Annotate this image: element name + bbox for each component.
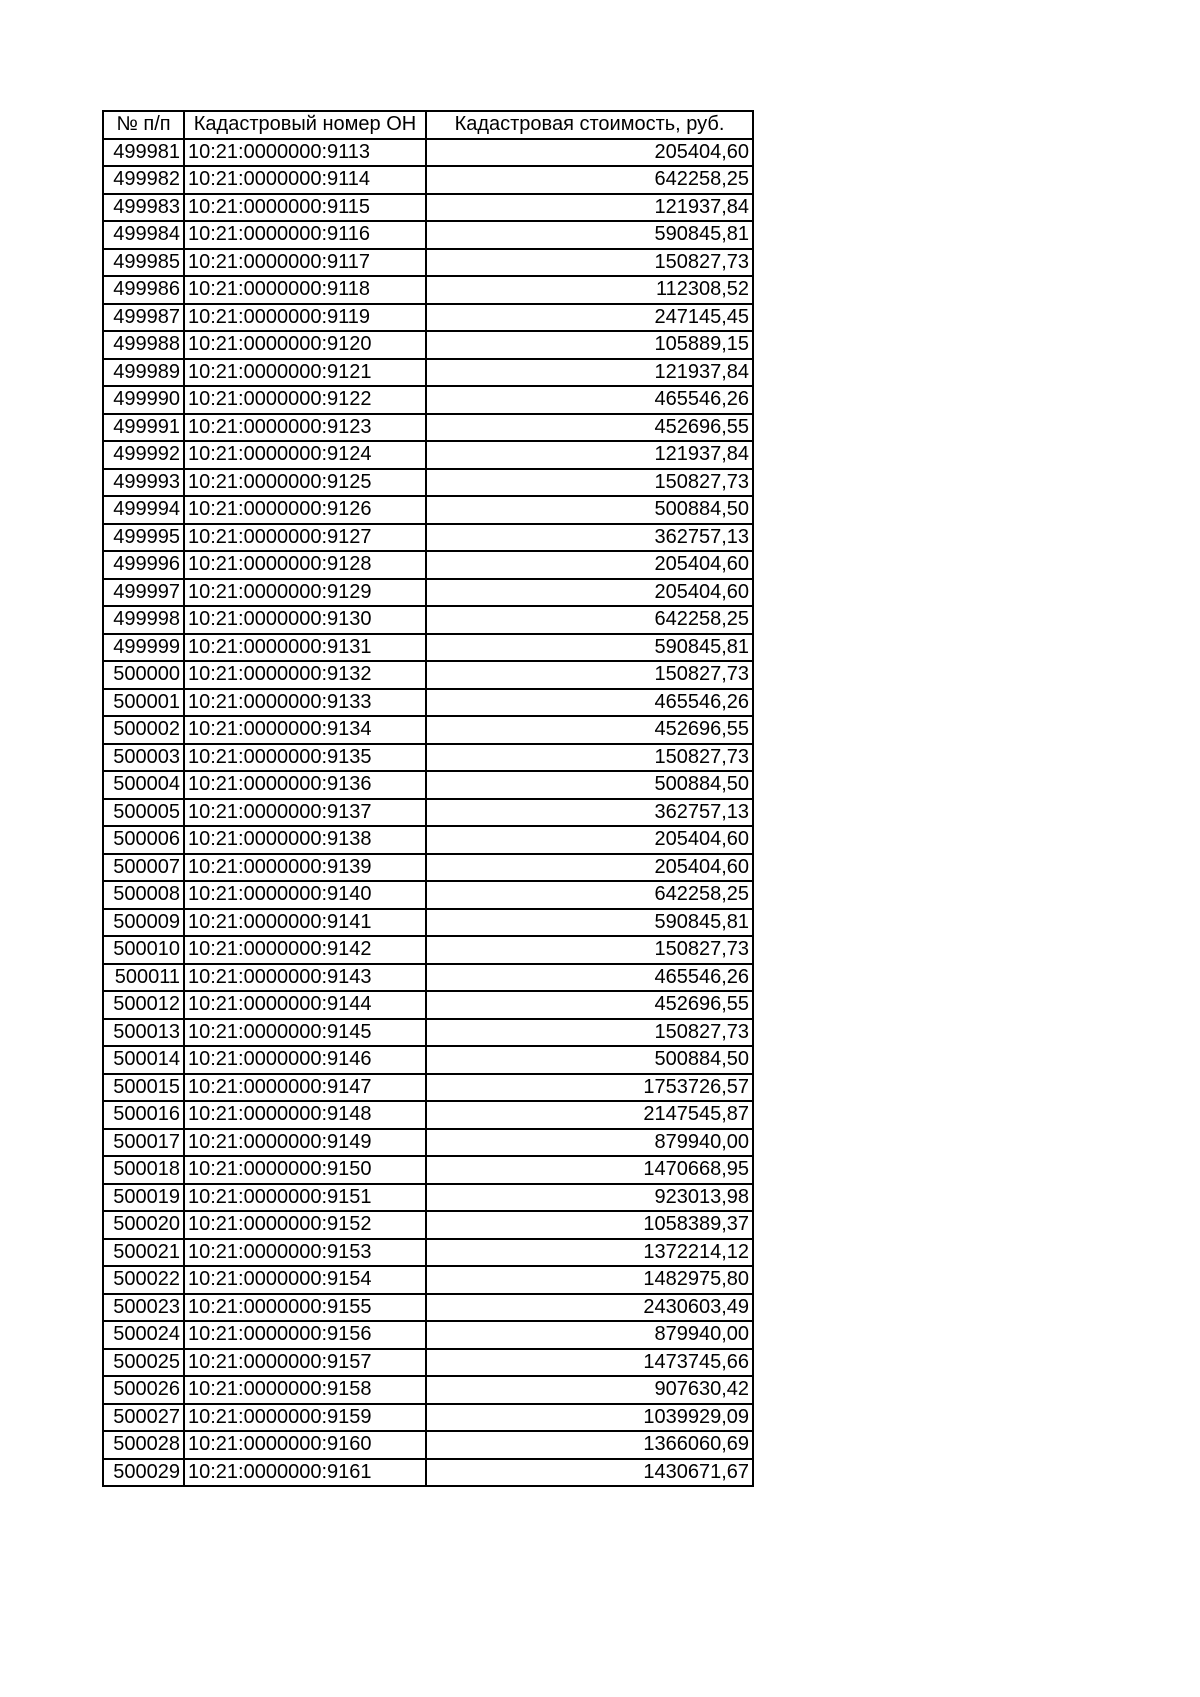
cadastral-value-cell: 205404,60 bbox=[426, 579, 753, 607]
cadastral-value-cell: 452696,55 bbox=[426, 991, 753, 1019]
cadastral-number-cell: 10:21:0000000:9152 bbox=[184, 1211, 426, 1239]
cadastral-value-cell: 362757,13 bbox=[426, 799, 753, 827]
table-row bbox=[103, 1294, 753, 1322]
cadastral-number-cell: 10:21:0000000:9114 bbox=[184, 166, 426, 194]
cadastral-number-cell: 10:21:0000000:9150 bbox=[184, 1156, 426, 1184]
row-number-cell: 500011 bbox=[103, 964, 184, 992]
header-row bbox=[103, 111, 753, 139]
row-number-cell: 499996 bbox=[103, 551, 184, 579]
cadastral-number-cell: 10:21:0000000:9131 bbox=[184, 634, 426, 662]
cadastral-value-cell: 205404,60 bbox=[426, 551, 753, 579]
row-number-cell: 499989 bbox=[103, 359, 184, 387]
row-number-cell: 500007 bbox=[103, 854, 184, 882]
table-row bbox=[103, 551, 753, 579]
cadastral-value-cell: 907630,42 bbox=[426, 1376, 753, 1404]
row-number-cell: 500018 bbox=[103, 1156, 184, 1184]
row-number-cell: 500028 bbox=[103, 1431, 184, 1459]
cadastral-value-cell: 590845,81 bbox=[426, 221, 753, 249]
row-number-cell: 500022 bbox=[103, 1266, 184, 1294]
row-number-cell: 499982 bbox=[103, 166, 184, 194]
cadastral-number-cell: 10:21:0000000:9158 bbox=[184, 1376, 426, 1404]
cadastral-number-cell: 10:21:0000000:9115 bbox=[184, 194, 426, 222]
cadastral-value-cell: 500884,50 bbox=[426, 1046, 753, 1074]
cadastral-value-cell: 150827,73 bbox=[426, 936, 753, 964]
cadastral-value-cell: 2430603,49 bbox=[426, 1294, 753, 1322]
row-number-cell: 500012 bbox=[103, 991, 184, 1019]
cadastral-value-cell: 590845,81 bbox=[426, 909, 753, 937]
cadastral-number-cell: 10:21:0000000:9153 bbox=[184, 1239, 426, 1267]
row-number-cell: 500017 bbox=[103, 1129, 184, 1157]
cadastral-number-cell: 10:21:0000000:9137 bbox=[184, 799, 426, 827]
row-number-cell: 500005 bbox=[103, 799, 184, 827]
cadastral-value-cell: 150827,73 bbox=[426, 661, 753, 689]
cadastral-number-cell: 10:21:0000000:9126 bbox=[184, 496, 426, 524]
row-number-cell: 499991 bbox=[103, 414, 184, 442]
cadastral-number-cell: 10:21:0000000:9143 bbox=[184, 964, 426, 992]
cadastral-value-cell: 205404,60 bbox=[426, 854, 753, 882]
cadastral-value-cell: 465546,26 bbox=[426, 689, 753, 717]
table-row bbox=[103, 606, 753, 634]
cadastral-value-cell: 150827,73 bbox=[426, 744, 753, 772]
row-number-cell: 500001 bbox=[103, 689, 184, 717]
row-number-cell: 500006 bbox=[103, 826, 184, 854]
cadastral-value-cell: 923013,98 bbox=[426, 1184, 753, 1212]
cadastral-value-cell: 500884,50 bbox=[426, 496, 753, 524]
cadastral-value-cell: 121937,84 bbox=[426, 359, 753, 387]
table-row bbox=[103, 1184, 753, 1212]
cadastral-value-cell: 1473745,66 bbox=[426, 1349, 753, 1377]
cadastral-number-cell: 10:21:0000000:9122 bbox=[184, 386, 426, 414]
row-number-cell: 500020 bbox=[103, 1211, 184, 1239]
table-row bbox=[103, 826, 753, 854]
cadastral-value-cell: 112308,52 bbox=[426, 276, 753, 304]
cadastral-number-cell: 10:21:0000000:9128 bbox=[184, 551, 426, 579]
cadastral-number-cell: 10:21:0000000:9120 bbox=[184, 331, 426, 359]
cadastral-number-cell: 10:21:0000000:9119 bbox=[184, 304, 426, 332]
cadastral-value-cell: 590845,81 bbox=[426, 634, 753, 662]
table-row bbox=[103, 1101, 753, 1129]
cadastral-number-cell: 10:21:0000000:9129 bbox=[184, 579, 426, 607]
cadastral-number-cell: 10:21:0000000:9127 bbox=[184, 524, 426, 552]
table-row bbox=[103, 689, 753, 717]
cadastral-number-cell: 10:21:0000000:9116 bbox=[184, 221, 426, 249]
header-cadastral-number: Кадастровый номер ОН bbox=[184, 111, 426, 139]
table-row bbox=[103, 771, 753, 799]
table-row bbox=[103, 1156, 753, 1184]
cadastral-number-cell: 10:21:0000000:9148 bbox=[184, 1101, 426, 1129]
cadastral-value-cell: 1470668,95 bbox=[426, 1156, 753, 1184]
cadastral-value-cell: 465546,26 bbox=[426, 386, 753, 414]
row-number-cell: 500004 bbox=[103, 771, 184, 799]
cadastral-number-cell: 10:21:0000000:9155 bbox=[184, 1294, 426, 1322]
table-row bbox=[103, 194, 753, 222]
table-row bbox=[103, 881, 753, 909]
row-number-cell: 500024 bbox=[103, 1321, 184, 1349]
cadastral-number-cell: 10:21:0000000:9154 bbox=[184, 1266, 426, 1294]
row-number-cell: 500029 bbox=[103, 1459, 184, 1487]
table-row bbox=[103, 331, 753, 359]
table-row bbox=[103, 634, 753, 662]
cadastral-value-table bbox=[102, 110, 754, 1487]
row-number-cell: 499983 bbox=[103, 194, 184, 222]
cadastral-value-cell: 1058389,37 bbox=[426, 1211, 753, 1239]
cadastral-value-cell: 121937,84 bbox=[426, 441, 753, 469]
cadastral-number-cell: 10:21:0000000:9145 bbox=[184, 1019, 426, 1047]
cadastral-number-cell: 10:21:0000000:9142 bbox=[184, 936, 426, 964]
table-row bbox=[103, 854, 753, 882]
cadastral-number-cell: 10:21:0000000:9136 bbox=[184, 771, 426, 799]
cadastral-number-cell: 10:21:0000000:9117 bbox=[184, 249, 426, 277]
cadastral-number-cell: 10:21:0000000:9149 bbox=[184, 1129, 426, 1157]
row-number-cell: 499987 bbox=[103, 304, 184, 332]
cadastral-value-cell: 1372214,12 bbox=[426, 1239, 753, 1267]
row-number-cell: 500019 bbox=[103, 1184, 184, 1212]
cadastral-value-cell: 247145,45 bbox=[426, 304, 753, 332]
row-number-cell: 499997 bbox=[103, 579, 184, 607]
table-row bbox=[103, 1211, 753, 1239]
cadastral-value-cell: 121937,84 bbox=[426, 194, 753, 222]
cadastral-value-cell: 1039929,09 bbox=[426, 1404, 753, 1432]
cadastral-value-cell: 150827,73 bbox=[426, 1019, 753, 1047]
row-number-cell: 500003 bbox=[103, 744, 184, 772]
cadastral-number-cell: 10:21:0000000:9156 bbox=[184, 1321, 426, 1349]
table-row bbox=[103, 909, 753, 937]
table-row bbox=[103, 716, 753, 744]
cadastral-value-cell: 1430671,67 bbox=[426, 1459, 753, 1487]
cadastral-number-cell: 10:21:0000000:9135 bbox=[184, 744, 426, 772]
row-number-cell: 500000 bbox=[103, 661, 184, 689]
table-row bbox=[103, 1431, 753, 1459]
row-number-cell: 499986 bbox=[103, 276, 184, 304]
table-body bbox=[103, 139, 753, 1487]
table-row bbox=[103, 304, 753, 332]
table-row bbox=[103, 469, 753, 497]
row-number-cell: 499993 bbox=[103, 469, 184, 497]
row-number-cell: 500009 bbox=[103, 909, 184, 937]
table-row bbox=[103, 276, 753, 304]
cadastral-value-cell: 1366060,69 bbox=[426, 1431, 753, 1459]
table-row bbox=[103, 744, 753, 772]
row-number-cell: 499985 bbox=[103, 249, 184, 277]
cadastral-value-cell: 642258,25 bbox=[426, 606, 753, 634]
cadastral-value-cell: 642258,25 bbox=[426, 881, 753, 909]
table-row bbox=[103, 1074, 753, 1102]
cadastral-value-cell: 452696,55 bbox=[426, 716, 753, 744]
cadastral-value-cell: 642258,25 bbox=[426, 166, 753, 194]
row-number-cell: 500025 bbox=[103, 1349, 184, 1377]
table-row bbox=[103, 1404, 753, 1432]
row-number-cell: 499990 bbox=[103, 386, 184, 414]
table-row bbox=[103, 359, 753, 387]
cadastral-number-cell: 10:21:0000000:9132 bbox=[184, 661, 426, 689]
cadastral-number-cell: 10:21:0000000:9140 bbox=[184, 881, 426, 909]
cadastral-number-cell: 10:21:0000000:9121 bbox=[184, 359, 426, 387]
cadastral-value-cell: 879940,00 bbox=[426, 1129, 753, 1157]
cadastral-value-cell: 205404,60 bbox=[426, 826, 753, 854]
table-row bbox=[103, 1376, 753, 1404]
table-row bbox=[103, 166, 753, 194]
cadastral-number-cell: 10:21:0000000:9118 bbox=[184, 276, 426, 304]
row-number-cell: 499981 bbox=[103, 139, 184, 167]
cadastral-value-cell: 1482975,80 bbox=[426, 1266, 753, 1294]
cadastral-value-cell: 105889,15 bbox=[426, 331, 753, 359]
row-number-cell: 499994 bbox=[103, 496, 184, 524]
row-number-cell: 500014 bbox=[103, 1046, 184, 1074]
table-row bbox=[103, 799, 753, 827]
table-header bbox=[103, 111, 753, 139]
cadastral-number-cell: 10:21:0000000:9134 bbox=[184, 716, 426, 744]
cadastral-number-cell: 10:21:0000000:9139 bbox=[184, 854, 426, 882]
row-number-cell: 500016 bbox=[103, 1101, 184, 1129]
table-row bbox=[103, 1459, 753, 1487]
cadastral-number-cell: 10:21:0000000:9160 bbox=[184, 1431, 426, 1459]
cadastral-number-cell: 10:21:0000000:9138 bbox=[184, 826, 426, 854]
cadastral-value-cell: 465546,26 bbox=[426, 964, 753, 992]
row-number-cell: 499984 bbox=[103, 221, 184, 249]
table-row bbox=[103, 249, 753, 277]
table-row bbox=[103, 964, 753, 992]
cadastral-value-cell: 150827,73 bbox=[426, 249, 753, 277]
cadastral-value-cell: 362757,13 bbox=[426, 524, 753, 552]
cadastral-number-cell: 10:21:0000000:9147 bbox=[184, 1074, 426, 1102]
cadastral-number-cell: 10:21:0000000:9130 bbox=[184, 606, 426, 634]
row-number-cell: 500027 bbox=[103, 1404, 184, 1432]
row-number-cell: 500015 bbox=[103, 1074, 184, 1102]
cadastral-number-cell: 10:21:0000000:9123 bbox=[184, 414, 426, 442]
cadastral-number-cell: 10:21:0000000:9144 bbox=[184, 991, 426, 1019]
cadastral-value-cell: 500884,50 bbox=[426, 771, 753, 799]
row-number-cell: 500008 bbox=[103, 881, 184, 909]
table-row bbox=[103, 524, 753, 552]
table-row bbox=[103, 1046, 753, 1074]
table-row bbox=[103, 414, 753, 442]
row-number-cell: 500013 bbox=[103, 1019, 184, 1047]
table-row bbox=[103, 1321, 753, 1349]
table-row bbox=[103, 661, 753, 689]
cadastral-value-cell: 2147545,87 bbox=[426, 1101, 753, 1129]
cadastral-value-cell: 452696,55 bbox=[426, 414, 753, 442]
cadastral-number-cell: 10:21:0000000:9133 bbox=[184, 689, 426, 717]
table-row bbox=[103, 1266, 753, 1294]
row-number-cell: 500010 bbox=[103, 936, 184, 964]
row-number-cell: 500023 bbox=[103, 1294, 184, 1322]
cadastral-number-cell: 10:21:0000000:9161 bbox=[184, 1459, 426, 1487]
row-number-cell: 499988 bbox=[103, 331, 184, 359]
table-row bbox=[103, 1239, 753, 1267]
cadastral-number-cell: 10:21:0000000:9146 bbox=[184, 1046, 426, 1074]
row-number-cell: 499995 bbox=[103, 524, 184, 552]
row-number-cell: 500002 bbox=[103, 716, 184, 744]
cadastral-number-cell: 10:21:0000000:9124 bbox=[184, 441, 426, 469]
table-row bbox=[103, 221, 753, 249]
table-row bbox=[103, 1019, 753, 1047]
table-row bbox=[103, 579, 753, 607]
row-number-cell: 499999 bbox=[103, 634, 184, 662]
cadastral-number-cell: 10:21:0000000:9113 bbox=[184, 139, 426, 167]
table-row bbox=[103, 991, 753, 1019]
cadastral-number-cell: 10:21:0000000:9141 bbox=[184, 909, 426, 937]
row-number-cell: 500026 bbox=[103, 1376, 184, 1404]
table-row bbox=[103, 386, 753, 414]
cadastral-number-cell: 10:21:0000000:9159 bbox=[184, 1404, 426, 1432]
cadastral-number-cell: 10:21:0000000:9157 bbox=[184, 1349, 426, 1377]
row-number-cell: 499992 bbox=[103, 441, 184, 469]
cadastral-value-cell: 1753726,57 bbox=[426, 1074, 753, 1102]
table-row bbox=[103, 1349, 753, 1377]
table-row bbox=[103, 496, 753, 524]
table-row bbox=[103, 1129, 753, 1157]
cadastral-number-cell: 10:21:0000000:9125 bbox=[184, 469, 426, 497]
table-row bbox=[103, 139, 753, 167]
header-cadastral-value: Кадастровая стоимость, руб. bbox=[426, 111, 753, 139]
table-row bbox=[103, 441, 753, 469]
cadastral-value-cell: 879940,00 bbox=[426, 1321, 753, 1349]
header-row-number: № п/п bbox=[103, 111, 184, 139]
cadastral-value-cell: 205404,60 bbox=[426, 139, 753, 167]
row-number-cell: 499998 bbox=[103, 606, 184, 634]
cadastral-value-cell: 150827,73 bbox=[426, 469, 753, 497]
table-row bbox=[103, 936, 753, 964]
cadastral-number-cell: 10:21:0000000:9151 bbox=[184, 1184, 426, 1212]
row-number-cell: 500021 bbox=[103, 1239, 184, 1267]
